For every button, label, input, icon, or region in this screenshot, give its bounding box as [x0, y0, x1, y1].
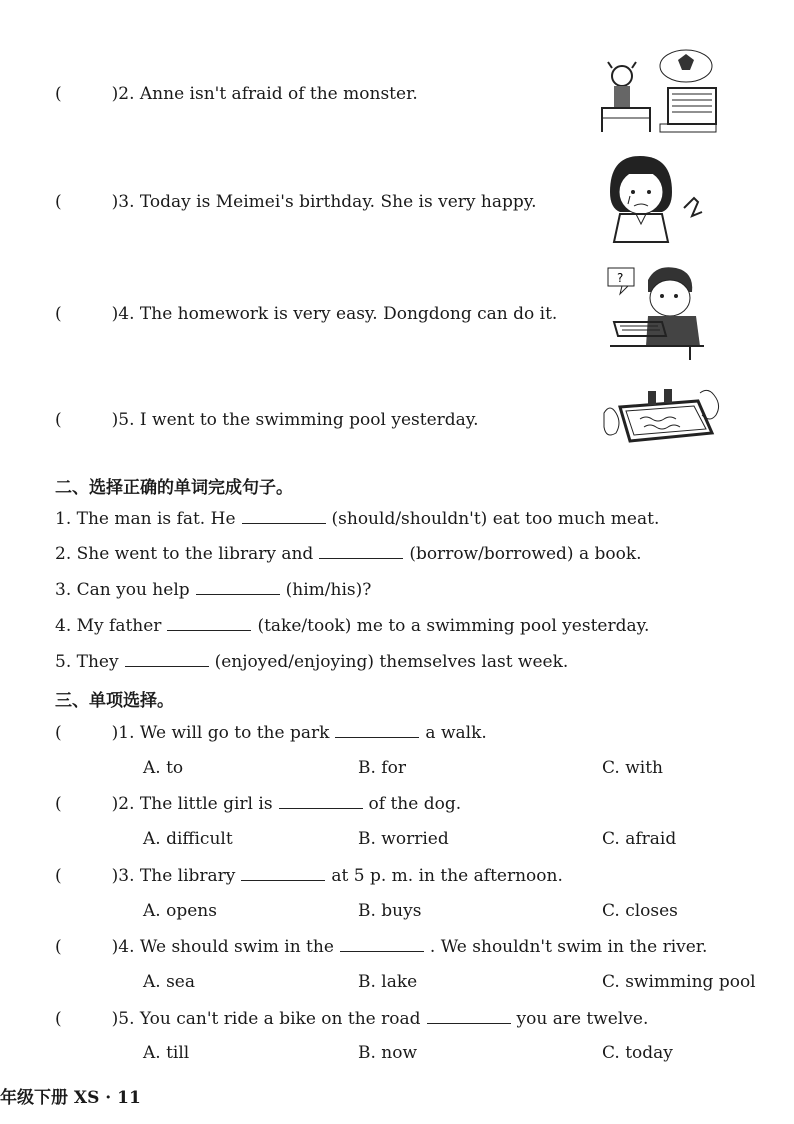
answer-blank: [279, 794, 363, 809]
judge-item-text: 5. I went to the swimming pool yesterday.: [118, 410, 479, 430]
option-c[interactable]: C. with: [602, 758, 663, 778]
option-b[interactable]: B. buys: [358, 901, 422, 921]
answer-paren-close: ): [111, 937, 119, 957]
question-text: 2. The little girl is: [118, 794, 273, 814]
option-c[interactable]: C. swimming pool: [602, 972, 756, 992]
mc-question-1: [55, 722, 487, 744]
option-b[interactable]: B. now: [358, 1043, 418, 1063]
fill-item-text: 3. Can you help: [55, 580, 190, 600]
question-text: 5. You can't ride a bike on the road: [118, 1009, 421, 1029]
question-text-tail: a walk.: [425, 723, 487, 743]
answer-paren-close: ): [111, 866, 119, 886]
answer-paren-open[interactable]: (: [55, 304, 62, 324]
question-text-tail: at 5 p. m. in the afternoon.: [331, 866, 563, 886]
answer-paren-open[interactable]: (: [55, 1009, 62, 1029]
fill-item-choices: (enjoyed/enjoying) themselves last week.: [214, 652, 569, 672]
fill-item-1: [55, 508, 659, 530]
option-a[interactable]: A. difficult: [143, 829, 233, 849]
mc-question-2: [55, 793, 461, 815]
mc-question-5: [55, 1008, 648, 1030]
mc-question-3: [55, 865, 563, 887]
question-text-tail: . We shouldn't swim in the river.: [429, 937, 708, 957]
judge-item-4: [55, 303, 557, 325]
answer-paren-open[interactable]: (: [55, 192, 62, 212]
fill-item-5: [55, 651, 568, 673]
answer-paren-open[interactable]: (: [55, 723, 62, 743]
girl-tv-monster-illustration: [598, 48, 722, 138]
section2-heading: 二、选择正确的单词完成句子。: [55, 478, 293, 498]
fill-item-choices: (him/his)?: [285, 580, 372, 600]
fill-item-choices: (should/shouldn't) eat too much meat.: [331, 509, 660, 529]
answer-blank[interactable]: [167, 616, 251, 631]
judge-item-text: 2. Anne isn't afraid of the monster.: [118, 84, 418, 104]
question-text: 4. We should swim in the: [118, 937, 334, 957]
fill-item-text: 2. She went to the library and: [55, 544, 314, 564]
question-text: 3. The library: [118, 866, 236, 886]
answer-blank: [427, 1009, 511, 1024]
answer-paren-open[interactable]: (: [55, 866, 62, 886]
boy-homework-illustration: [600, 262, 712, 362]
question-text: 1. We will go to the park: [118, 723, 330, 743]
answer-blank[interactable]: [196, 580, 280, 595]
judge-item-5: [55, 409, 479, 431]
option-b[interactable]: B. for: [358, 758, 406, 778]
answer-paren-open[interactable]: (: [55, 410, 62, 430]
option-b[interactable]: B. worried: [358, 829, 449, 849]
question-text-tail: of the dog.: [368, 794, 462, 814]
answer-blank: [340, 937, 424, 952]
fill-item-text: 1. The man is fat. He: [55, 509, 236, 529]
crying-girl-illustration: [600, 152, 710, 244]
option-c[interactable]: C. afraid: [602, 829, 677, 849]
fill-item-choices: (borrow/borrowed) a book.: [409, 544, 642, 564]
option-c[interactable]: C. today: [602, 1043, 673, 1063]
judge-item-text: 4. The homework is very easy. Dongdong can do it.: [118, 304, 558, 324]
answer-paren-close: ): [111, 192, 119, 212]
answer-paren-close: ): [111, 410, 119, 430]
section3-heading: 三、单项选择。: [55, 691, 174, 711]
option-a[interactable]: A. opens: [143, 901, 217, 921]
judge-item-2: [55, 83, 418, 105]
option-b[interactable]: B. lake: [358, 972, 418, 992]
fill-item-2: [55, 543, 642, 565]
fill-item-text: 5. They: [55, 652, 119, 672]
answer-paren-close: ): [111, 723, 119, 743]
answer-paren-close: ): [111, 794, 119, 814]
judge-item-text: 3. Today is Meimei's birthday. She is very happy.: [118, 192, 537, 212]
answer-blank[interactable]: [319, 544, 403, 559]
answer-paren-open[interactable]: (: [55, 84, 62, 104]
answer-paren-open[interactable]: (: [55, 794, 62, 814]
fill-item-text: 4. My father: [55, 616, 162, 636]
fill-item-4: [55, 615, 649, 637]
option-c[interactable]: C. closes: [602, 901, 678, 921]
svg-text:?: ?: [617, 271, 624, 285]
question-text-tail: you are twelve.: [516, 1009, 649, 1029]
answer-blank[interactable]: [242, 509, 326, 524]
fill-item-3: [55, 579, 371, 601]
answer-blank: [335, 723, 419, 738]
option-a[interactable]: A. sea: [143, 972, 196, 992]
swimming-pool-illustration: [600, 383, 722, 453]
answer-paren-close: ): [111, 84, 119, 104]
option-a[interactable]: A. till: [143, 1043, 190, 1063]
fill-item-choices: (take/took) me to a swimming pool yesterday.: [257, 616, 650, 636]
judge-item-3: [55, 191, 537, 213]
page-footer: 年级下册 XS · 11: [0, 1088, 141, 1108]
answer-blank[interactable]: [125, 652, 209, 667]
answer-paren-open[interactable]: (: [55, 937, 62, 957]
mc-question-4: [55, 936, 707, 958]
answer-paren-close: ): [111, 304, 119, 324]
answer-blank: [241, 866, 325, 881]
answer-paren-close: ): [111, 1009, 119, 1029]
option-a[interactable]: A. to: [143, 758, 184, 778]
